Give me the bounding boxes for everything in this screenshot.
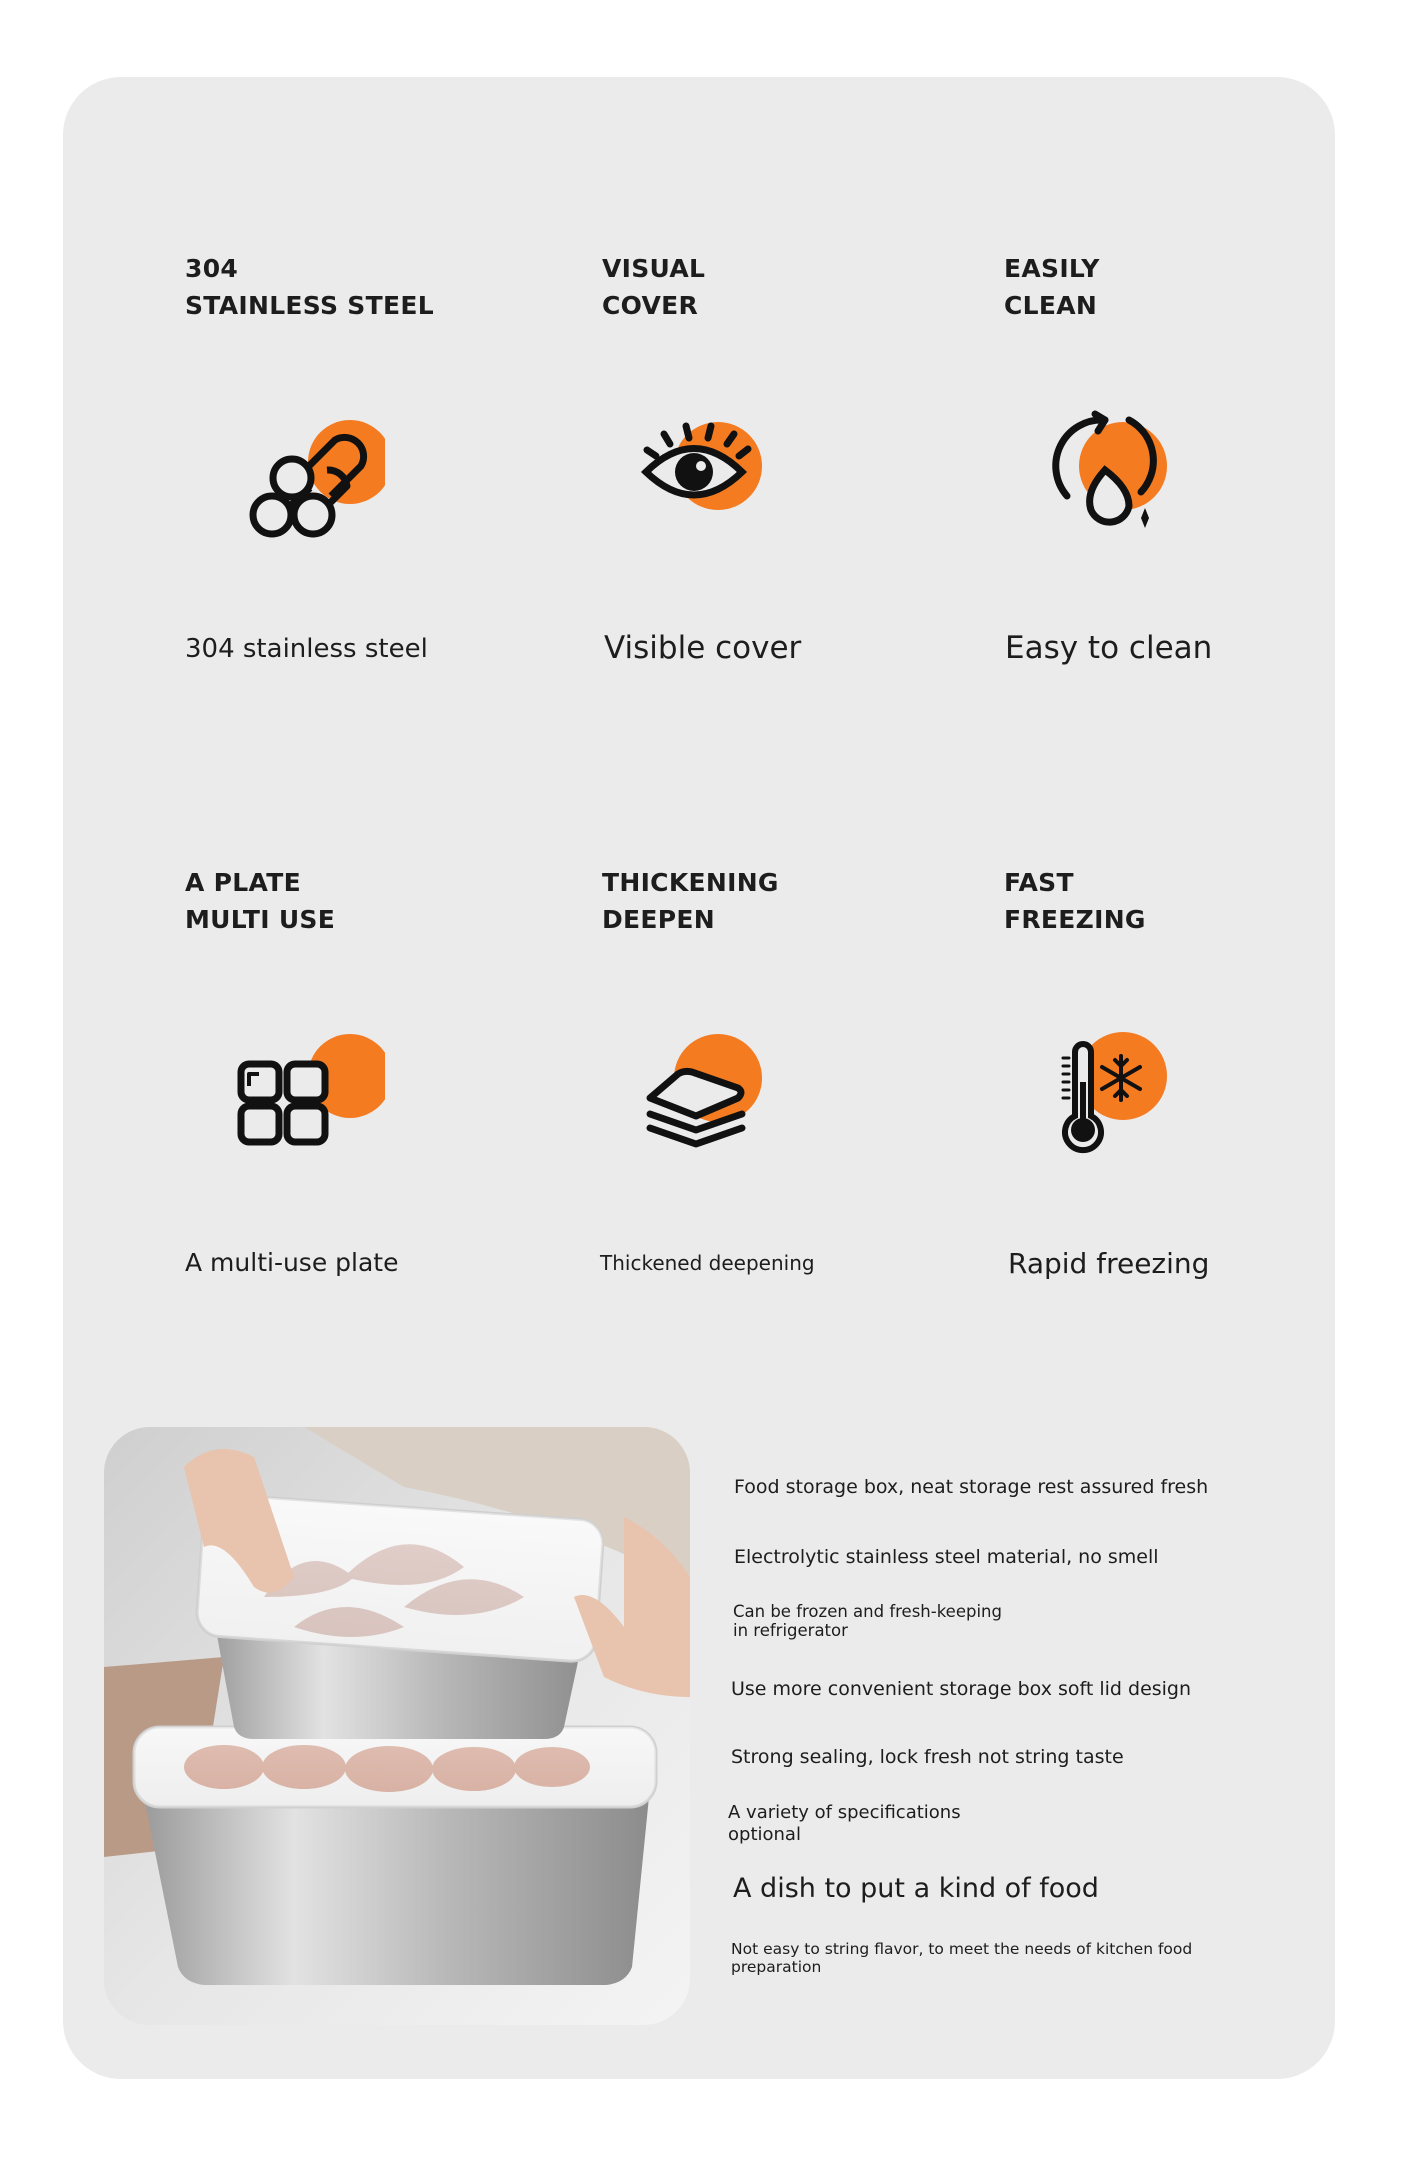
feature-caption: 304 stainless steel [185,634,428,664]
feature-caption: Visible cover [604,630,802,666]
feature-2 [602,250,962,324]
detail-line: Food storage box, neat storage rest assured fresh [734,1476,1209,1498]
thermometer-snowflake-icon [1043,1012,1193,1162]
feature-title: VISUAL COVER [602,254,706,320]
feature-4 [185,864,545,938]
feature-caption: Thickened deepening [600,1251,815,1275]
detail-line: Not easy to string flavor, to meet the needs of kitchen food preparation [731,1940,1193,1976]
feature-5 [602,864,962,938]
feature-caption: Rapid freezing [1008,1247,1210,1280]
feature-title: FAST FREEZING [1004,868,1146,934]
detail-line: Electrolytic stainless steel material, no smell [734,1546,1159,1568]
feature-title: EASILY CLEAN [1004,254,1100,320]
detail-line: A dish to put a kind of food [733,1873,1099,1904]
grid-plate-icon [235,1012,385,1162]
eye-icon [634,400,784,550]
feature-6 [1004,864,1364,938]
feature-1 [185,250,545,324]
water-drop-cycle-icon [1043,400,1193,550]
feature-title: 304 STAINLESS STEEL [185,254,434,320]
feature-caption: A multi-use plate [185,1248,399,1277]
detail-line: Use more convenient storage box soft lid design [731,1678,1192,1700]
feature-caption: Easy to clean [1005,630,1213,666]
product-photo [104,1427,690,2025]
feature-3 [1004,250,1364,324]
feature-title: THICKENING DEEPEN [602,868,779,934]
detail-line: A variety of specifications optional [728,1802,961,1845]
layers-icon [634,1012,784,1162]
detail-line: Can be frozen and fresh-keeping in refrigerator [733,1602,1002,1640]
feature-title: A PLATE MULTI USE [185,868,336,934]
stainless-steel-rods-icon [235,400,385,550]
detail-line: Strong sealing, lock fresh not string taste [731,1746,1124,1768]
